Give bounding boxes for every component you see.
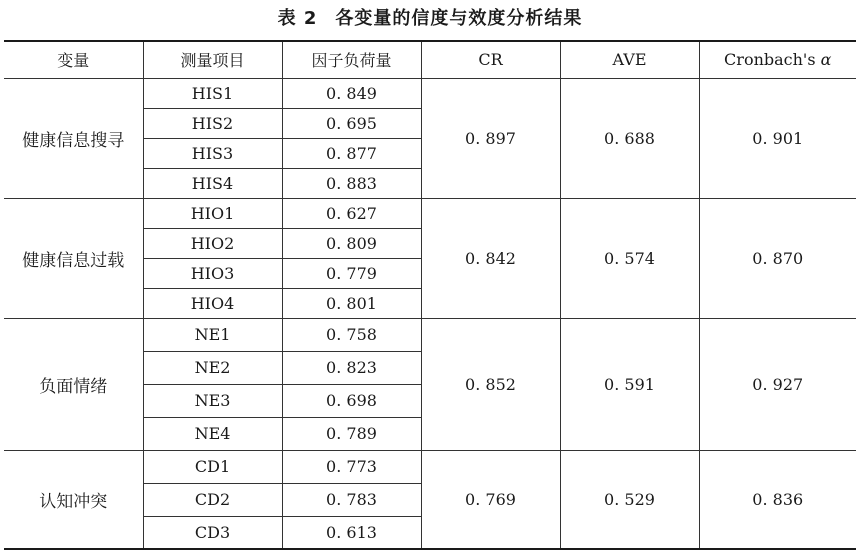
- header-cronbach-label: Cronbach's: [724, 50, 816, 70]
- item-code-cell: CD3: [143, 516, 282, 549]
- loading-cell: 0. 779: [282, 258, 421, 288]
- ave-cell: 0. 591: [560, 318, 699, 450]
- header-ave: AVE: [560, 41, 699, 78]
- loading-cell: 0. 773: [282, 450, 421, 483]
- table-body: [4, 78, 856, 549]
- cronbach-alpha-cell: 0. 901: [699, 78, 856, 198]
- item-code-cell: HIO2: [143, 228, 282, 258]
- header-cr: CR: [421, 41, 560, 78]
- loading-cell: 0. 809: [282, 228, 421, 258]
- item-code-cell: NE2: [143, 351, 282, 384]
- loading-cell: 0. 613: [282, 516, 421, 549]
- item-code-cell: NE1: [143, 318, 282, 351]
- item-code-cell: HIO3: [143, 258, 282, 288]
- header-cronbach-symbol: α: [820, 50, 832, 70]
- cr-cell: 0. 852: [421, 318, 560, 450]
- table-row: [4, 198, 856, 228]
- ave-cell: 0. 574: [560, 198, 699, 318]
- cr-cell: 0. 769: [421, 450, 560, 549]
- loading-cell: 0. 783: [282, 483, 421, 516]
- variable-name-cell: 认知冲突: [4, 450, 143, 549]
- table-title: 各变量的信度与效度分析结果: [335, 8, 583, 29]
- ave-cell: 0. 529: [560, 450, 699, 549]
- item-code-cell: NE3: [143, 384, 282, 417]
- variable-name-cell: 健康信息过载: [4, 198, 143, 318]
- item-code-cell: HIS3: [143, 138, 282, 168]
- loading-cell: 0. 695: [282, 108, 421, 138]
- variable-name-cell: 健康信息搜寻: [4, 78, 143, 198]
- loading-cell: 0. 801: [282, 288, 421, 318]
- header-row: [4, 41, 856, 78]
- cronbach-alpha-cell: 0. 836: [699, 450, 856, 549]
- table-caption: [0, 0, 860, 38]
- cronbach-alpha-cell: 0. 927: [699, 318, 856, 450]
- variable-name-cell: 负面情绪: [4, 318, 143, 450]
- header-loading: 因子负荷量: [282, 41, 421, 78]
- table-row: [4, 318, 856, 351]
- item-code-cell: CD1: [143, 450, 282, 483]
- loading-cell: 0. 849: [282, 78, 421, 108]
- header-variable: 变量: [4, 41, 143, 78]
- cronbach-alpha-cell: 0. 870: [699, 198, 856, 318]
- loading-cell: 0. 823: [282, 351, 421, 384]
- reliability-validity-table: [4, 40, 856, 550]
- loading-cell: 0. 883: [282, 168, 421, 198]
- ave-cell: 0. 688: [560, 78, 699, 198]
- item-code-cell: HIS4: [143, 168, 282, 198]
- cr-cell: 0. 897: [421, 78, 560, 198]
- table-number: 表 2: [277, 8, 318, 29]
- cr-cell: 0. 842: [421, 198, 560, 318]
- item-code-cell: HIS1: [143, 78, 282, 108]
- item-code-cell: HIO1: [143, 198, 282, 228]
- item-code-cell: HIS2: [143, 108, 282, 138]
- header-cronbach: [699, 41, 856, 78]
- table-row: [4, 78, 856, 108]
- loading-cell: 0. 627: [282, 198, 421, 228]
- item-code-cell: NE4: [143, 417, 282, 450]
- loading-cell: 0. 789: [282, 417, 421, 450]
- header-item: 测量项目: [143, 41, 282, 78]
- item-code-cell: HIO4: [143, 288, 282, 318]
- item-code-cell: CD2: [143, 483, 282, 516]
- loading-cell: 0. 698: [282, 384, 421, 417]
- table-row: [4, 450, 856, 483]
- loading-cell: 0. 877: [282, 138, 421, 168]
- loading-cell: 0. 758: [282, 318, 421, 351]
